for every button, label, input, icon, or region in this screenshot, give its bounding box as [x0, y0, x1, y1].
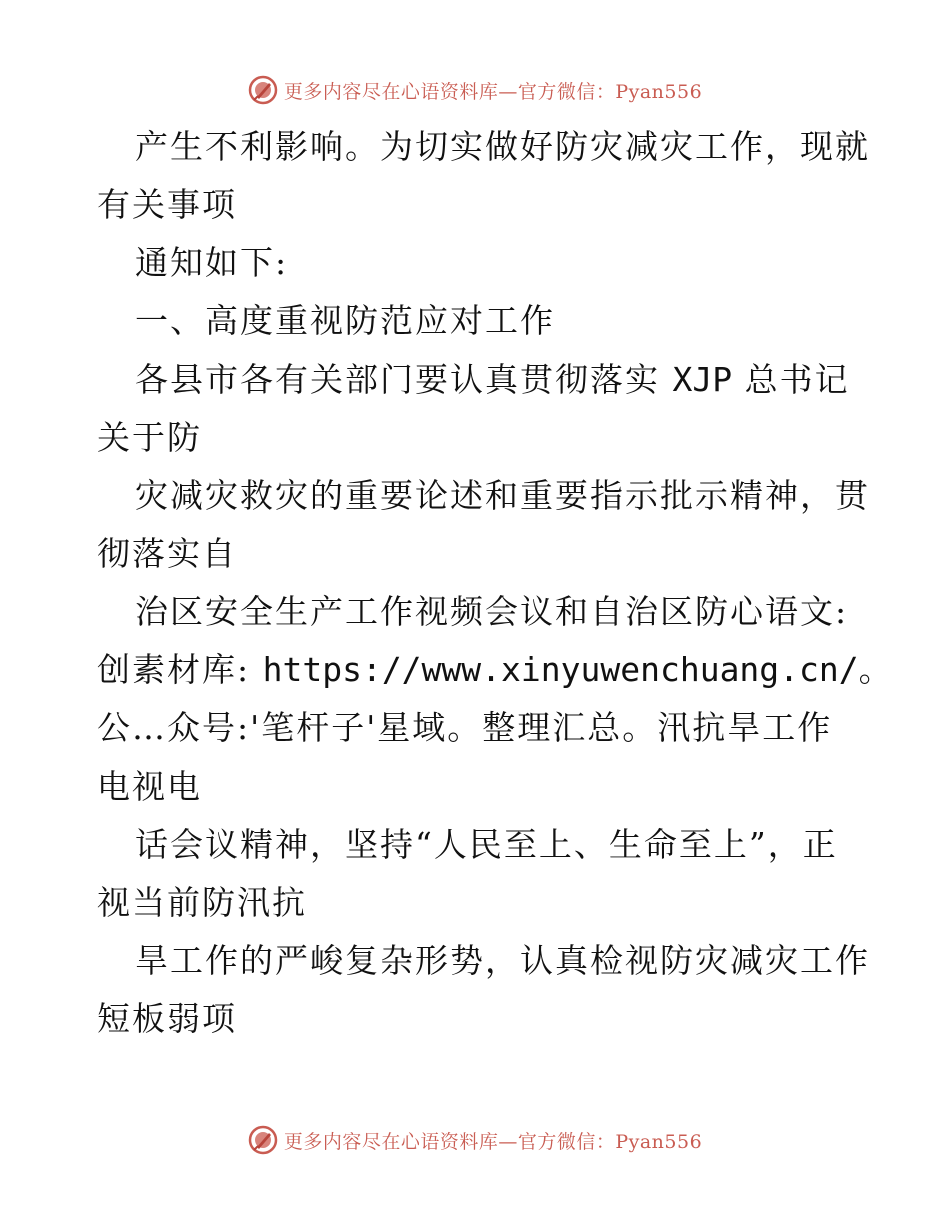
- pen-nib-logo-icon: [248, 1125, 278, 1155]
- footer-banner-title: 更多内容尽在心语资料库: [283, 1130, 499, 1153]
- text-segment-latin: XJP: [672, 360, 733, 399]
- text-line: 灾减灾救灾的重要论述和重要指示批示精神，贯: [135, 476, 870, 515]
- text-line: 有关事项: [97, 185, 237, 224]
- text-segment: 总书记: [732, 360, 850, 399]
- text-line: 通知如下:: [135, 243, 289, 282]
- header-banner-title: 更多内容尽在心语资料库: [283, 80, 499, 103]
- text-line: 短板弱项: [97, 999, 237, 1038]
- text-line: 公…众号:'笔杆子'星域。整理汇总。汛抗旱工作: [97, 708, 833, 747]
- text-line: 电视电: [97, 767, 202, 806]
- text-line: 话会议精神，坚持“人民至上、生命至上”，正: [135, 825, 838, 864]
- footer-banner-text: [284, 1127, 702, 1154]
- text-line: [135, 360, 895, 400]
- text-line: 彻落实自: [97, 534, 237, 573]
- text-line: 治区安全生产工作视频会议和自治区防心语文:: [135, 592, 849, 631]
- text-line: 视当前防汛抗: [97, 883, 307, 922]
- footer-banner-dash: —: [498, 1130, 518, 1153]
- url-text: https://www.xinyuwenchuang.cn/: [262, 650, 859, 689]
- text-line: 关于防: [97, 418, 202, 457]
- text-segment: 创素材库:: [97, 650, 263, 689]
- text-line: 产生不利影响。为切实做好防灾减灾工作，现就: [135, 127, 870, 166]
- header-banner-dash: —: [498, 80, 518, 103]
- text-line: 旱工作的严峻复杂形势，认真检视防灾减灾工作: [135, 941, 870, 980]
- text-segment: 各县市各有关部门要认真贯彻落实: [135, 360, 673, 399]
- footer-banner: [0, 1122, 950, 1158]
- section-heading: 一、高度重视防范应对工作: [135, 301, 555, 340]
- footer-banner-wechat: 官方微信：Pyan556: [517, 1130, 703, 1153]
- text-segment: 。: [858, 650, 894, 689]
- text-line: [97, 650, 894, 690]
- header-banner-wechat: 官方微信：Pyan556: [517, 80, 703, 103]
